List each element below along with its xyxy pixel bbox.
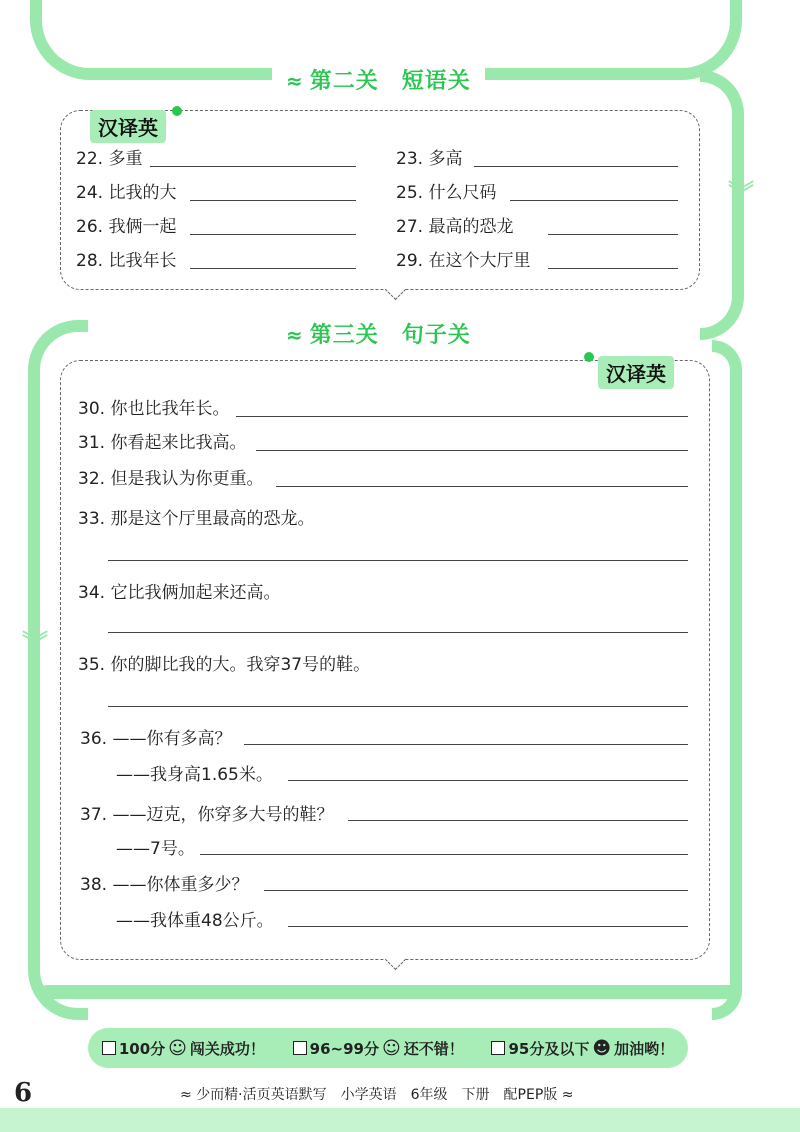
- tag-dot-icon: [172, 106, 182, 116]
- answer-line[interactable]: [288, 926, 688, 927]
- question-label: 32. 但是我认为你更重。: [78, 469, 264, 489]
- cheer-face-icon: ☻: [592, 1037, 612, 1059]
- translate-tag: 汉译英: [90, 110, 166, 143]
- answer-prompt: ——我体重48公斤。: [116, 911, 274, 931]
- score-option: 96~99分 ☺ 还不错！: [293, 1038, 464, 1059]
- answer-line[interactable]: [348, 820, 688, 821]
- answer-line[interactable]: [190, 234, 356, 235]
- answer-line[interactable]: [190, 268, 356, 269]
- section-title: ≈ 第三关 句子关: [272, 318, 485, 349]
- question-label: 38. ——你体重多少？: [80, 875, 249, 895]
- answer-line[interactable]: [256, 450, 688, 451]
- answer-line[interactable]: [548, 268, 678, 269]
- smile-face-icon: ☺: [168, 1037, 187, 1059]
- answer-line[interactable]: [474, 166, 678, 167]
- wave-icon: ≈: [561, 1087, 574, 1103]
- question-label: 35. 你的脚比我的大。我穿37号的鞋。: [78, 655, 371, 675]
- checkbox[interactable]: [102, 1041, 116, 1055]
- wave-icon: ≈: [286, 69, 304, 93]
- question-label: 22. 多重: [76, 149, 143, 169]
- content-face-icon: ☺: [381, 1037, 401, 1059]
- answer-line[interactable]: [548, 234, 678, 235]
- answer-line[interactable]: [288, 780, 688, 781]
- section-title: ≈ 第二关 短语关: [272, 64, 485, 95]
- question-label: 23. 多高: [396, 149, 463, 169]
- bottom-wave-band: [0, 1108, 800, 1132]
- checkbox[interactable]: [491, 1041, 505, 1055]
- answer-prompt: ——7号。: [116, 839, 195, 859]
- score-bar: [88, 1028, 688, 1068]
- wave-icon: ≈: [180, 1087, 192, 1103]
- question-label: 34. 它比我俩加起来还高。: [78, 583, 281, 603]
- green-frame-right-lower: [712, 340, 742, 1020]
- answer-line[interactable]: [236, 416, 688, 417]
- answer-line[interactable]: [108, 560, 688, 561]
- question-label: 28. 比我年长: [76, 251, 177, 271]
- question-label: 27. 最高的恐龙: [396, 217, 514, 237]
- translate-tag: 汉译英: [598, 356, 674, 389]
- chevron-down-icon: ︾: [728, 180, 755, 210]
- answer-line[interactable]: [190, 200, 356, 201]
- question-label: 37. ——迈克，你穿多大号的鞋？: [80, 805, 334, 825]
- wave-icon: ≈: [286, 323, 304, 347]
- checkbox[interactable]: [293, 1041, 307, 1055]
- green-frame-bottom: [40, 985, 740, 999]
- question-label: 36. ——你有多高？: [80, 729, 232, 749]
- question-label: 30. 你也比我年长。: [78, 399, 230, 419]
- score-option: 100分 ☺ 闯关成功！: [102, 1038, 265, 1059]
- answer-line[interactable]: [108, 706, 688, 707]
- question-label: 26. 我俩一起: [76, 217, 177, 237]
- answer-line[interactable]: [200, 854, 688, 855]
- answer-prompt: ——我身高1.65米。: [116, 765, 273, 785]
- footer-text: ≈ 少而精·活页英语默写 小学英语 6年级 下册 配PEP版 ≈: [180, 1087, 574, 1103]
- question-label: 29. 在这个大厅里: [396, 251, 531, 271]
- question-label: 33. 那是这个厅里最高的恐龙。: [78, 509, 315, 529]
- answer-line[interactable]: [264, 890, 688, 891]
- question-label: 31. 你看起来比我高。: [78, 433, 247, 453]
- page-number: 6: [14, 1078, 33, 1108]
- chevron-down-icon: ︾: [22, 630, 49, 660]
- answer-line[interactable]: [244, 744, 688, 745]
- question-label: 25. 什么尺码: [396, 183, 497, 203]
- answer-line[interactable]: [108, 632, 688, 633]
- tag-dot-icon: [584, 352, 594, 362]
- answer-line[interactable]: [510, 200, 678, 201]
- score-option: 95分及以下 ☻ 加油哟！: [491, 1038, 674, 1059]
- answer-line[interactable]: [150, 166, 356, 167]
- answer-line[interactable]: [276, 486, 688, 487]
- question-label: 24. 比我的大: [76, 183, 177, 203]
